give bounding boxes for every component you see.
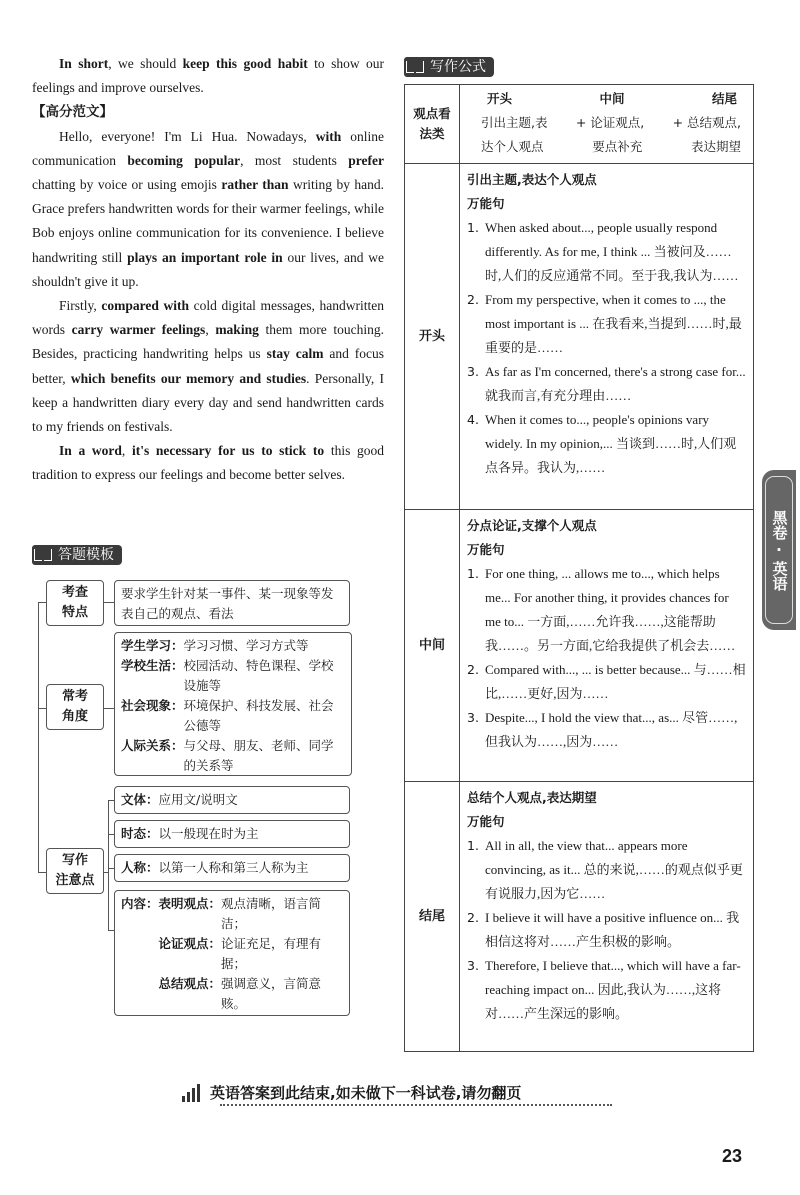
header-cols [467, 87, 747, 111]
changkao-item [121, 636, 345, 656]
side-tab-dot: · [776, 540, 782, 559]
item-value: 与父母、朋友、老师、同学的关系等 [183, 738, 334, 773]
phrase: , we should [108, 56, 183, 71]
item-key: 总结观点： [158, 976, 222, 991]
item-number: 2. [467, 662, 479, 677]
row-label: 中间 [405, 510, 460, 782]
sentence-item [467, 216, 747, 288]
header-col: 开头 [487, 91, 513, 106]
header-label: 观点看 法类 [405, 85, 460, 163]
item-text: From my perspective, when it comes to ..., the most important is ... 在我看来,当提到……时,最重要的是…… [485, 292, 742, 355]
phrase-bold: In short [59, 56, 109, 71]
phrase-bold: keep this good habit [182, 56, 308, 71]
header-cell: 引出主题,表 [481, 115, 548, 130]
phrase: cold digital messages, handwritten words [32, 298, 384, 338]
model-essay [32, 52, 384, 488]
wenti-box [114, 786, 350, 814]
renchen-box [114, 854, 350, 882]
writing-formula-table [404, 84, 754, 1052]
phrase: online communication [32, 128, 384, 168]
phrase-bold: stay calm [266, 346, 324, 362]
formula-header-row [405, 85, 753, 163]
template-title: 答题模板 [54, 545, 122, 565]
formula-section-badge [404, 56, 494, 78]
row-subheading: 万能句 [467, 814, 505, 829]
formula-title: 写作公式 [426, 57, 494, 77]
connector [104, 708, 114, 709]
header-cell: + 论证观点, [575, 115, 645, 130]
row-heading: 引出主题,表达个人观点 [467, 172, 597, 187]
phrase: this good tradition to express our feelings and become better selves. [32, 443, 385, 483]
header-col: 中间 [599, 91, 625, 106]
item-key: 人际关系： [121, 738, 184, 753]
header-row2 [467, 111, 747, 135]
shitai-box [114, 820, 350, 848]
row-label: 开头 [405, 164, 460, 510]
item-key: 文体： [121, 792, 159, 807]
phrase-bold: In a word [59, 443, 122, 459]
phrase-bold: prefer [348, 152, 384, 168]
item-value: 校园活动、特色课程、学校设施等 [183, 658, 334, 693]
sentence-item [467, 360, 747, 408]
row-heading: 总结个人观点,表达期望 [467, 790, 597, 805]
item-number: 1. [467, 566, 479, 581]
header-cell: + 总结观点, [672, 115, 741, 130]
phrase-bold: carry warmer feelings [71, 322, 206, 338]
sentence-item [467, 906, 747, 954]
row-content [467, 168, 747, 480]
item-value: 学习习惯、学习方式等 [183, 638, 309, 653]
header-cell: 达个人观点 [481, 139, 544, 154]
item-number: 1. [467, 220, 479, 235]
header-content [467, 87, 747, 159]
header-row3 [467, 135, 747, 159]
item-value: 观点清晰，语言简洁； [221, 896, 322, 931]
item-key: 社会现象： [121, 698, 184, 713]
item-text: As far as I'm concerned, there's a strong case for... 就我而言,有充分理由…… [485, 364, 746, 403]
item-number: 3. [467, 364, 479, 379]
item-key: 人称： [121, 860, 159, 875]
changkao-item [121, 736, 345, 776]
footer-text: 英语答案到此结束,如未做下一科试卷,请勿翻页 [210, 1083, 522, 1102]
phrase-bold: which benefits our memory and studies [70, 370, 307, 386]
book-icon [404, 57, 426, 77]
phrase: . Personally, I keep a handwritten diary every day and send handwritten cards to my friends on festivals. [32, 370, 384, 435]
category-changkao: 常考 角度 [46, 684, 104, 730]
bars-icon [182, 1082, 202, 1102]
phrase-bold: making [215, 322, 259, 338]
item-key: 时态： [121, 826, 159, 841]
essay-paragraph-4 [32, 439, 384, 487]
phrase: , most students [240, 152, 349, 168]
phrase-bold: rather than [221, 177, 289, 193]
item-key: 表明观点： [158, 896, 222, 911]
item-key: 论证观点： [158, 936, 222, 951]
side-tab-frame [765, 476, 793, 624]
row-heading: 分点论证,支撑个人观点 [467, 518, 597, 533]
side-tab-brand: 黑卷 [770, 509, 789, 540]
phrase: and focus better, [32, 346, 384, 386]
item-key: 内容： [121, 896, 159, 911]
subject-side-tab [762, 470, 796, 630]
item-key: 学校生活： [121, 658, 184, 673]
phrase: Firstly, [59, 298, 102, 314]
neirong-list [159, 894, 343, 1014]
item-text: Compared with..., ... is better because... 与……相比,……更好,因为…… [485, 662, 746, 701]
kaocha-box: 要求学生针对某一事件、某一现象等发表自己的观点、看法 [114, 580, 350, 626]
item-number: 4. [467, 412, 479, 427]
header-cell: 要点补充 [592, 139, 643, 154]
neirong-item [159, 974, 343, 1014]
sentence-item [467, 954, 747, 1026]
neirong-item [159, 894, 343, 934]
item-number: 2. [467, 910, 479, 925]
row-content [467, 514, 747, 754]
connector [104, 872, 108, 873]
formula-row-opening [405, 163, 753, 510]
item-value: 以第一人称和第三人称为主 [158, 860, 309, 875]
item-value: 强调意义，言简意赅。 [221, 976, 322, 1011]
sentence-item [467, 288, 747, 360]
sentence-item [467, 706, 747, 754]
phrase: , [205, 322, 216, 338]
spine-line [38, 602, 39, 872]
essay-paragraph-1 [32, 52, 384, 100]
category-xiezuo: 写作 注意点 [46, 848, 104, 894]
phrase-bold: with [315, 128, 342, 144]
side-tab-subject: 英语 [770, 560, 789, 591]
end-of-section-notice [182, 1078, 622, 1106]
phrase: writing by hand. Grace prefers handwritten words for their warmer feelings, while Bob enjoys online communication for its convenience. I believe handwriting still [32, 177, 385, 265]
item-text: Therefore, I believe that..., which will have a far-reaching impact on... 因此,我认为……,这将对……产生深远的影响。 [485, 958, 741, 1021]
phrase: them more touching. Besides, practicing handwriting helps us [32, 322, 385, 362]
row-content [467, 786, 747, 1026]
changkao-item [121, 656, 345, 696]
changkao-item [121, 696, 345, 736]
row-subheading: 万能句 [467, 542, 505, 557]
phrase: to show our feelings and improve ourselves. [32, 56, 385, 96]
sentence-item [467, 562, 747, 658]
item-key: 学生学习： [121, 638, 184, 653]
sentence-item [467, 834, 747, 906]
item-number: 3. [467, 958, 479, 973]
category-kaocha: 考查 特点 [46, 580, 104, 626]
item-value: 论证充足，有理有据； [221, 936, 322, 971]
essay-paragraph-3 [32, 294, 384, 439]
header-col: 结尾 [711, 91, 737, 106]
item-text: I believe it will have a positive influence on... 我相信这将对……产生积极的影响。 [485, 910, 740, 949]
phrase: chatting by voice or using emojis [32, 177, 222, 193]
phrase: our lives, and we shouldn't give it up. [32, 249, 384, 289]
phrase: Hello, everyone! I'm Li Hua. Nowadays, [59, 128, 316, 144]
essay-paragraph-2 [32, 125, 384, 294]
item-number: 3. [467, 710, 479, 725]
changkao-box [114, 632, 352, 776]
row-label: 结尾 [405, 782, 460, 1052]
neirong-row [121, 894, 343, 1014]
item-text: For one thing, ... allows me to..., which helps me... For another thing, it provides chances for me to... 一方面,……允许我……,这能帮助我……。另一方面,它给我提供了机会去…… [485, 566, 736, 653]
answer-template-diagram [32, 578, 362, 1028]
phrase-bold: it's necessary for us to stick to [131, 443, 325, 459]
phrase-bold: compared with [101, 298, 189, 314]
connector [104, 602, 114, 603]
item-text: When it comes to..., people's opinions vary widely. In my opinion,... 当谈到……时,人们观点各异。我认为,…… [485, 412, 737, 475]
phrase: , [121, 443, 132, 459]
sentence-item [467, 408, 747, 480]
model-essay-tag: 【高分范文】 [32, 104, 113, 121]
neirong-box [114, 890, 350, 1016]
neirong-item [159, 934, 343, 974]
item-value: 应用文/说明文 [158, 792, 238, 807]
template-section-badge [32, 544, 122, 566]
branch-line [108, 800, 109, 930]
formula-row-middle [405, 509, 753, 782]
phrase-bold: becoming popular [127, 152, 241, 168]
page-number: 23 [722, 1146, 743, 1166]
item-text: All in all, the view that... appears more convincing, as it... 总的来说,……的观点似乎更有说服力,因为它…… [485, 838, 743, 901]
item-number: 1. [467, 838, 479, 853]
item-value: 环境保护、科技发展、社会公德等 [183, 698, 334, 733]
row-subheading: 万能句 [467, 196, 505, 211]
formula-row-ending [405, 781, 753, 1052]
item-value: 以一般现在时为主 [158, 826, 259, 841]
item-number: 2. [467, 292, 479, 307]
phrase-bold: plays an important role in [127, 249, 283, 265]
item-text: When asked about..., people usually respond differently. As for me, I think ... 当被问及……时,人们的反应通常不同。至于我,我认为…… [485, 220, 739, 283]
header-cell: 表达期望 [690, 139, 741, 154]
item-text: Despite..., I hold the view that..., as... 尽管……,但我认为……,因为…… [485, 710, 738, 749]
book-icon [32, 545, 54, 565]
sentence-item [467, 658, 747, 706]
dotted-divider [220, 1104, 612, 1106]
